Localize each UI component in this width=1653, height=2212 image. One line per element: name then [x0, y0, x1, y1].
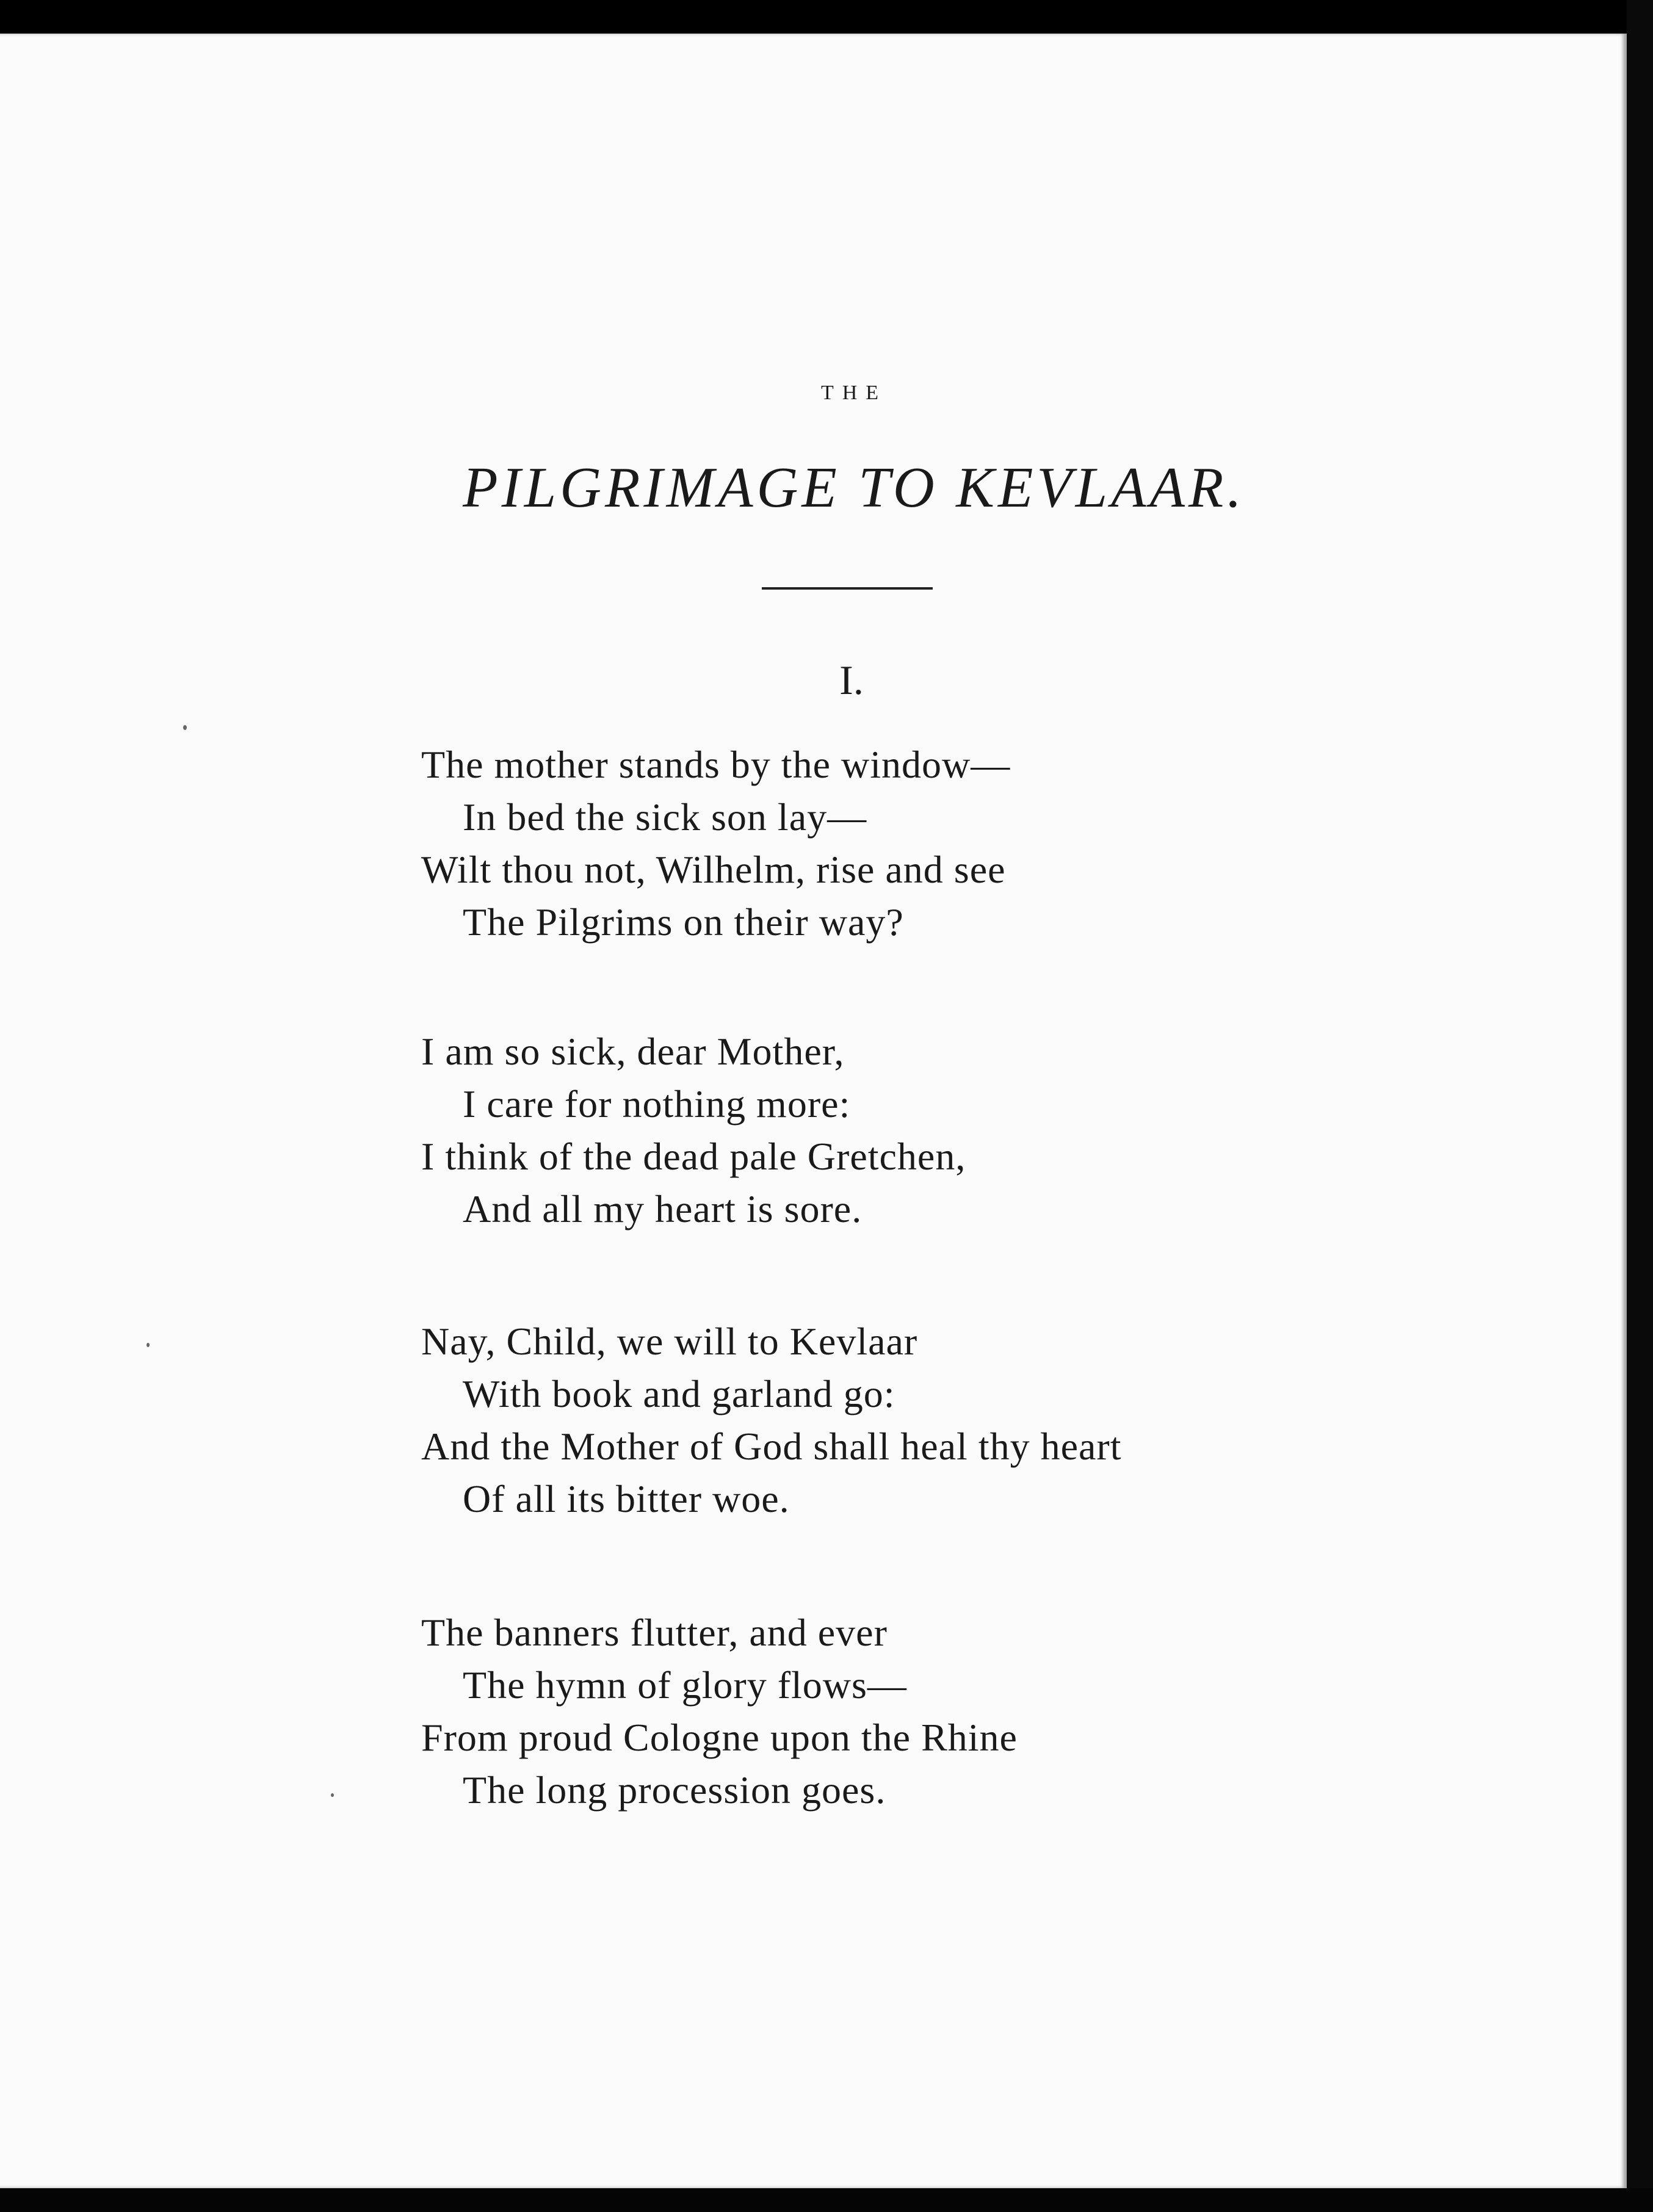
stanza-line: With book and garland go: [463, 1372, 895, 1415]
stanza-line: I think of the dead pale Gretchen, [421, 1135, 966, 1178]
stanza-line: I care for nothing more: [463, 1082, 851, 1126]
stanza-line: Wilt thou not, Wilhelm, rise and see [421, 848, 1006, 891]
margin-speck [331, 1793, 334, 1797]
title-prefix: THE [820, 381, 888, 404]
stanza-line: I am so sick, dear Mother, [421, 1030, 845, 1073]
title-rule [762, 587, 933, 590]
stanza-1 [421, 739, 1337, 949]
stanza-2 [421, 1025, 1337, 1235]
stanza-line: From proud Cologne upon the Rhine [421, 1716, 1018, 1759]
stanza-line: The banners flutter, and ever [421, 1611, 888, 1654]
poem-title: PILGRIMAGE TO KEVLAAR. [463, 456, 1245, 519]
stanza-line: Of all its bitter woe. [463, 1477, 790, 1520]
margin-speck [183, 725, 187, 730]
stanza-line: And all my heart is sore. [463, 1187, 863, 1231]
stanza-4 [421, 1607, 1337, 1816]
stanza-line: Nay, Child, we will to Kevlaar [421, 1320, 918, 1363]
stanza-3 [421, 1315, 1337, 1525]
stanza-line: In bed the sick son lay— [463, 795, 867, 839]
stanza-line: And the Mother of God shall heal thy heart [421, 1425, 1122, 1468]
margin-speck [146, 1343, 150, 1347]
stanza-line: The hymn of glory flows— [463, 1663, 907, 1707]
stanza-line: The long procession goes. [463, 1768, 886, 1812]
section-numeral: I. [839, 657, 864, 703]
page-edge-shadow [1627, 0, 1653, 2212]
page-bottom-edge [0, 2188, 1653, 2212]
stanza-line: The mother stands by the window— [421, 743, 1011, 786]
stanza-line: The Pilgrims on their way? [463, 900, 904, 944]
